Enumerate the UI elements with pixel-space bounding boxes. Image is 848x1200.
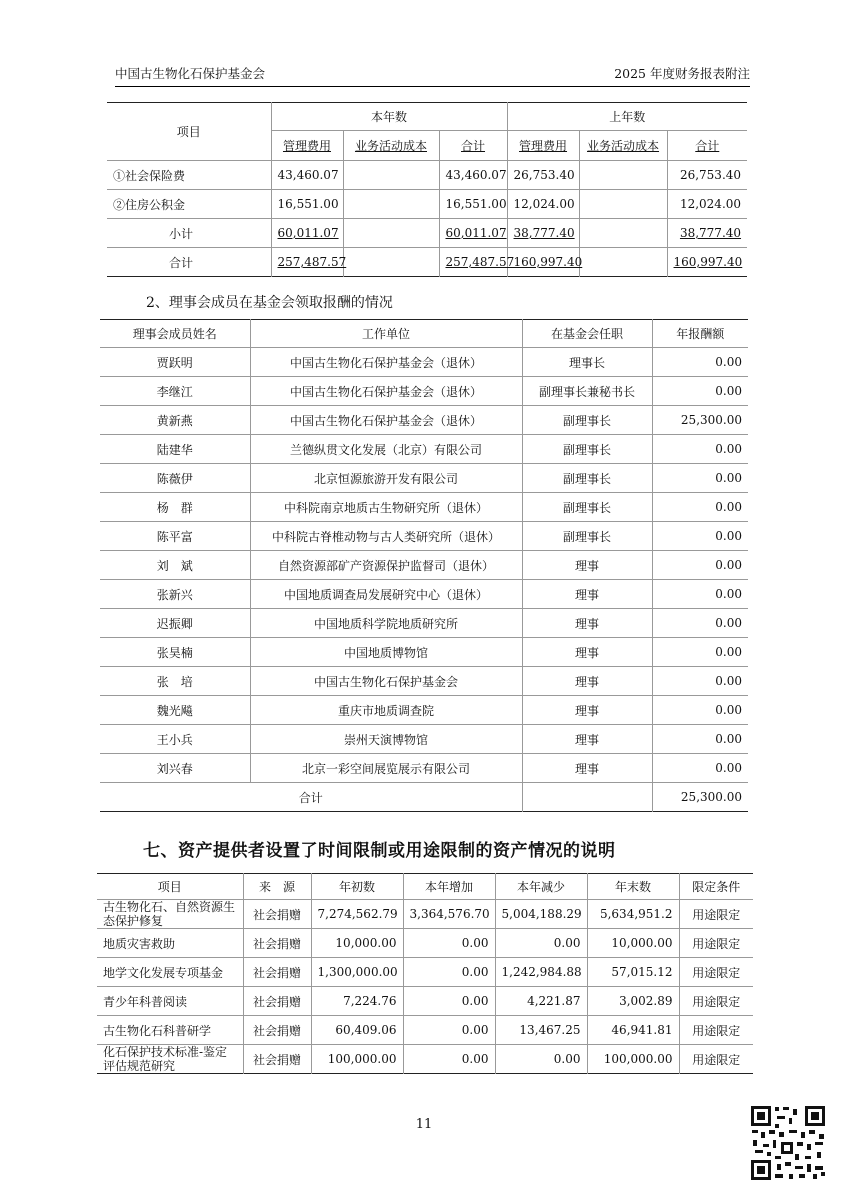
header-item: 项目 — [97, 874, 243, 900]
cell: 257,487.57 — [277, 255, 347, 269]
member-annual-pay: 0.00 — [652, 348, 748, 377]
header-closing: 年末数 — [587, 874, 679, 900]
table-row — [100, 667, 748, 696]
restriction-type: 用途限定 — [679, 929, 753, 958]
section-2-title: 2、理事会成员在基金会领取报酬的情况 — [146, 295, 393, 311]
member-annual-pay: 0.00 — [652, 609, 748, 638]
member-position: 副理事长 — [522, 435, 652, 464]
cell — [343, 248, 439, 277]
member-name: 黄新燕 — [100, 406, 250, 435]
cell — [579, 219, 667, 248]
cell: 12,024.00 — [507, 190, 579, 219]
asset-item: 古生物化石、自然资源生态保护修复 — [97, 900, 243, 929]
member-position: 理事 — [522, 638, 652, 667]
member-annual-pay: 0.00 — [652, 522, 748, 551]
cell: 12,024.00 — [667, 190, 747, 219]
cell — [343, 161, 439, 190]
member-annual-pay: 0.00 — [652, 435, 748, 464]
member-position: 理事 — [522, 580, 652, 609]
year-decrease: 4,221.87 — [495, 987, 587, 1016]
cell: 16,551.00 — [439, 190, 507, 219]
year-decrease: 0.00 — [495, 929, 587, 958]
qr-code-icon — [749, 1104, 827, 1182]
member-annual-pay: 0.00 — [652, 464, 748, 493]
year-decrease: 13,467.25 — [495, 1016, 587, 1045]
table-row — [100, 377, 748, 406]
member-annual-pay: 0.00 — [652, 580, 748, 609]
header-increase: 本年增加 — [403, 874, 495, 900]
member-employer: 兰德纵贯文化发展（北京）有限公司 — [250, 435, 522, 464]
table-row — [97, 987, 753, 1016]
member-position: 副理事长兼秘书长 — [522, 377, 652, 406]
member-name: 张 培 — [100, 667, 250, 696]
cell: 43,460.07 — [271, 161, 343, 190]
opening-balance: 100,000.00 — [311, 1045, 403, 1074]
member-name: 魏光飚 — [100, 696, 250, 725]
header-employer: 工作单位 — [250, 320, 522, 348]
cell: 160,997.40 — [513, 255, 583, 269]
opening-balance: 60,409.06 — [311, 1016, 403, 1045]
table-row — [100, 464, 748, 493]
table-row — [100, 435, 748, 464]
sub-header: 管理费用 — [282, 139, 331, 153]
member-position: 副理事长 — [522, 493, 652, 522]
member-name: 陈平富 — [100, 522, 250, 551]
asset-source: 社会捐赠 — [243, 900, 311, 929]
header-name: 理事会成员姓名 — [100, 320, 250, 348]
member-employer: 中国地质博物馆 — [250, 638, 522, 667]
table-row — [97, 900, 753, 929]
header-annual-pay: 年报酬额 — [652, 320, 748, 348]
member-employer: 中国古生物化石保护基金会（退休） — [250, 406, 522, 435]
member-name: 王小兵 — [100, 725, 250, 754]
table-row — [107, 161, 747, 190]
year-increase: 0.00 — [403, 1045, 495, 1074]
table-row — [100, 725, 748, 754]
closing-balance: 3,002.89 — [587, 987, 679, 1016]
cell: 16,551.00 — [271, 190, 343, 219]
cell: 38,777.40 — [679, 226, 742, 240]
sub-header: 管理费用 — [519, 139, 568, 153]
member-annual-pay: 0.00 — [652, 551, 748, 580]
cell: 26,753.40 — [667, 161, 747, 190]
group-current-year: 本年数 — [271, 103, 507, 131]
cell — [579, 190, 667, 219]
sub-header: 业务活动成本 — [354, 139, 427, 153]
opening-balance: 7,224.76 — [311, 987, 403, 1016]
member-name: 迟振卿 — [100, 609, 250, 638]
opening-balance: 1,300,000.00 — [311, 958, 403, 987]
restriction-type: 用途限定 — [679, 1016, 753, 1045]
restriction-type: 用途限定 — [679, 987, 753, 1016]
member-name: 陆建华 — [100, 435, 250, 464]
member-position: 理事 — [522, 551, 652, 580]
table-row — [100, 609, 748, 638]
member-position: 理事 — [522, 609, 652, 638]
cell — [579, 161, 667, 190]
member-name: 张昊楠 — [100, 638, 250, 667]
member-annual-pay: 0.00 — [652, 377, 748, 406]
member-employer: 重庆市地质调查院 — [250, 696, 522, 725]
member-name: 张新兴 — [100, 580, 250, 609]
restriction-type: 用途限定 — [679, 958, 753, 987]
page-header — [115, 62, 750, 87]
header-position: 在基金会任职 — [522, 320, 652, 348]
table-row — [97, 1016, 753, 1045]
asset-item: 青少年科普阅读 — [97, 987, 243, 1016]
total-value: 25,300.00 — [680, 790, 742, 804]
member-name: 贾跃明 — [100, 348, 250, 377]
member-annual-pay: 0.00 — [652, 696, 748, 725]
asset-source: 社会捐赠 — [243, 1016, 311, 1045]
asset-source: 社会捐赠 — [243, 987, 311, 1016]
table-row — [97, 958, 753, 987]
cell: 257,487.57 — [445, 255, 515, 269]
restriction-type: 用途限定 — [692, 1052, 741, 1067]
restricted-assets-table — [97, 873, 753, 1074]
opening-balance: 7,274,562.79 — [311, 900, 403, 929]
restriction-type: 用途限定 — [679, 900, 753, 929]
member-annual-pay: 0.00 — [652, 667, 748, 696]
cell: 26,753.40 — [507, 161, 579, 190]
table-row — [97, 1045, 753, 1074]
year-decrease: 0.00 — [495, 1045, 587, 1074]
year-increase: 0.00 — [403, 1016, 495, 1045]
member-employer: 北京一彩空间展览展示有限公司 — [250, 754, 522, 783]
asset-source: 社会捐赠 — [243, 958, 311, 987]
table-row — [100, 754, 748, 783]
member-name: 刘兴春 — [100, 754, 250, 783]
table-row — [107, 219, 747, 248]
member-name: 刘 斌 — [100, 551, 250, 580]
member-employer: 中国地质调查局发展研究中心（退休） — [250, 580, 522, 609]
cell — [343, 219, 439, 248]
cell: 160,997.40 — [673, 255, 743, 269]
row-label: ①社会保险费 — [107, 161, 271, 190]
year-increase: 0.00 — [403, 958, 495, 987]
cell: 60,011.07 — [445, 226, 507, 240]
member-employer: 中国古生物化石保护基金会（退休） — [250, 348, 522, 377]
sub-header: 合计 — [695, 139, 720, 153]
cell — [343, 190, 439, 219]
member-employer: 中科院南京地质古生物研究所（退休） — [250, 493, 522, 522]
table-row — [100, 348, 748, 377]
member-position: 理事 — [522, 696, 652, 725]
cell — [579, 248, 667, 277]
year-decrease: 5,004,188.29 — [495, 900, 587, 929]
member-name: 李继江 — [100, 377, 250, 406]
asset-source: 社会捐赠 — [243, 929, 311, 958]
member-annual-pay: 0.00 — [652, 638, 748, 667]
table-row — [100, 406, 748, 435]
row-label: 小计 — [107, 219, 271, 248]
table-row — [100, 638, 748, 667]
asset-item: 地学文化发展专项基金 — [97, 958, 243, 987]
member-name: 杨 群 — [100, 493, 250, 522]
member-position: 理事 — [522, 754, 652, 783]
member-annual-pay: 25,300.00 — [652, 406, 748, 435]
table-row — [100, 551, 748, 580]
member-employer: 中科院古脊椎动物与古人类研究所（退休） — [250, 522, 522, 551]
total-row — [100, 783, 748, 812]
closing-balance: 57,015.12 — [587, 958, 679, 987]
table-row — [100, 493, 748, 522]
member-employer: 中国古生物化石保护基金会 — [250, 667, 522, 696]
member-employer: 自然资源部矿产资源保护监督司（退休） — [250, 551, 522, 580]
member-position: 副理事长 — [522, 464, 652, 493]
cell: 38,777.40 — [513, 226, 575, 240]
member-name: 陈薇伊 — [100, 464, 250, 493]
board-compensation-table — [100, 319, 748, 812]
member-employer: 中国古生物化石保护基金会（退休） — [250, 377, 522, 406]
opening-balance: 10,000.00 — [311, 929, 403, 958]
row-label: ②住房公积金 — [107, 190, 271, 219]
member-position: 理事 — [522, 725, 652, 754]
table-row — [100, 580, 748, 609]
year-increase: 0.00 — [403, 929, 495, 958]
table-row — [107, 248, 747, 277]
closing-balance: 46,941.81 — [587, 1016, 679, 1045]
cell: 43,460.07 — [439, 161, 507, 190]
asset-item: 化石保护技术标准-鉴定评估规范研究 — [97, 1045, 243, 1074]
header-source: 来 源 — [243, 874, 311, 900]
member-annual-pay: 0.00 — [652, 725, 748, 754]
member-annual-pay: 0.00 — [652, 754, 748, 783]
social-insurance-table — [107, 102, 747, 277]
member-position: 理事长 — [522, 348, 652, 377]
sub-header: 合计 — [461, 139, 486, 153]
member-employer: 中国地质科学院地质研究所 — [250, 609, 522, 638]
section-7-title: 七、资产提供者设置了时间限制或用途限制的资产情况的说明 — [143, 841, 616, 861]
year-increase: 3,364,576.70 — [403, 900, 495, 929]
sub-header: 业务活动成本 — [587, 139, 660, 153]
closing-balance: 10,000.00 — [587, 929, 679, 958]
group-previous-year: 上年数 — [507, 103, 747, 131]
header-opening: 年初数 — [311, 874, 403, 900]
row-label: 合计 — [107, 248, 271, 277]
member-position: 理事 — [522, 667, 652, 696]
member-position: 副理事长 — [522, 406, 652, 435]
cell: 60,011.07 — [277, 226, 339, 240]
header-decrease: 本年减少 — [495, 874, 587, 900]
asset-source: 社会捐赠 — [243, 1045, 311, 1074]
year-decrease: 1,242,984.88 — [495, 958, 587, 987]
table-row — [97, 929, 753, 958]
year-increase: 0.00 — [403, 987, 495, 1016]
header-doc-title: 2025 年度财务报表附注 — [614, 66, 750, 81]
col-item-header: 项目 — [107, 103, 271, 161]
asset-item: 古生物化石科普研学 — [97, 1016, 243, 1045]
page-number: 11 — [415, 1117, 433, 1132]
asset-item: 地质灾害救助 — [97, 929, 243, 958]
table-row — [100, 522, 748, 551]
closing-balance: 100,000.00 — [587, 1045, 679, 1074]
member-position: 副理事长 — [522, 522, 652, 551]
closing-balance: 5,634,951.2 — [587, 900, 679, 929]
table-row — [107, 190, 747, 219]
member-annual-pay: 0.00 — [652, 493, 748, 522]
member-employer: 崇州天演博物馆 — [250, 725, 522, 754]
member-employer: 北京恒源旅游开发有限公司 — [250, 464, 522, 493]
total-label: 合计 — [100, 783, 522, 812]
header-org: 中国古生物化石保护基金会 — [115, 66, 266, 81]
header-restriction: 限定条件 — [679, 874, 753, 900]
table-row — [100, 696, 748, 725]
